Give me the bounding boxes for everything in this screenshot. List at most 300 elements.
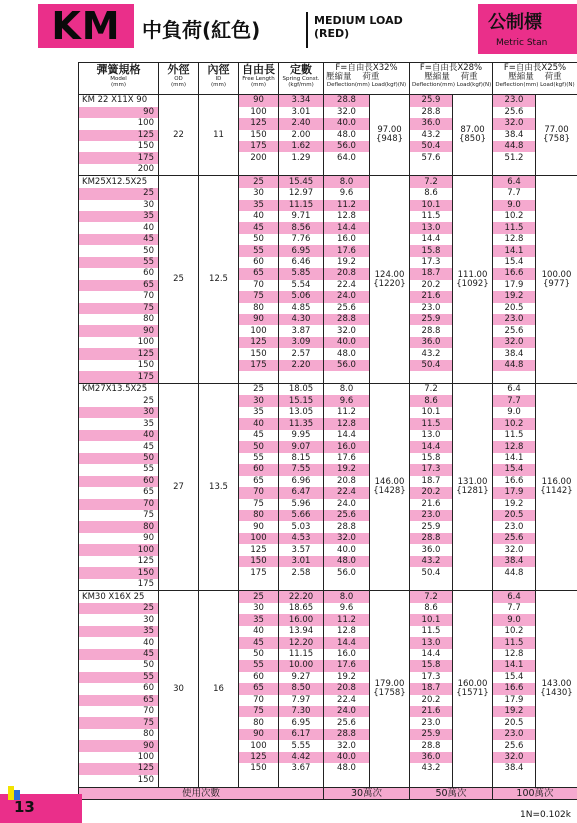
table-row	[79, 706, 577, 717]
load-25	[536, 95, 577, 176]
id-value: 12.5	[199, 176, 239, 383]
spring-const-cell: 3.01	[279, 556, 324, 567]
table-row	[79, 729, 577, 740]
usage-label: 使用次數	[79, 788, 324, 800]
load-32-n: {1220}	[373, 278, 406, 289]
length-label: 50	[79, 245, 159, 256]
deflection-25-cell: 7.7	[493, 188, 536, 199]
table-row	[79, 303, 577, 314]
free-length-cell: 35	[239, 407, 279, 418]
load-25	[536, 176, 577, 383]
length-label: 150	[79, 360, 159, 371]
deflection-28-cell: 17.3	[410, 257, 453, 268]
deflection-28-cell	[410, 371, 453, 383]
spring-const-cell: 3.57	[279, 544, 324, 555]
spring-const-cell: 18.65	[279, 603, 324, 614]
table-row	[79, 763, 577, 774]
free-length-cell: 125	[239, 752, 279, 763]
deflection-28-cell: 43.2	[410, 130, 453, 141]
deflection-28-cell: 36.0	[410, 752, 453, 763]
free-length-cell: 90	[239, 521, 279, 532]
table-row	[79, 544, 577, 555]
length-label: 80	[79, 314, 159, 325]
deflection-25-cell: 19.2	[493, 291, 536, 302]
load-28-n: {1281}	[456, 486, 489, 497]
spring-const-cell: 16.00	[279, 614, 324, 625]
table-row	[79, 407, 577, 418]
length-label: 70	[79, 706, 159, 717]
model-name: KM 22 X11X 90	[79, 95, 159, 107]
length-label: 70	[79, 499, 159, 510]
load-32-kgf: 97.00	[377, 125, 402, 136]
deflection-28-cell: 8.6	[410, 395, 453, 406]
deflection-32-cell: 56.0	[324, 567, 370, 578]
free-length-cell: 60	[239, 464, 279, 475]
deflection-28-cell: 43.2	[410, 348, 453, 359]
deflection-32-cell	[324, 164, 370, 176]
table-row	[79, 660, 577, 671]
length-label: 75	[79, 510, 159, 521]
length-label: 125	[79, 130, 159, 141]
deflection-28-cell: 11.5	[410, 211, 453, 222]
spring-const-cell: 22.20	[279, 591, 324, 603]
length-label: 25	[79, 188, 159, 199]
deflection-25-cell: 38.4	[493, 348, 536, 359]
free-length-cell	[239, 775, 279, 788]
spring-const-cell: 7.30	[279, 706, 324, 717]
load-32	[370, 591, 410, 788]
deflection-32-cell: 8.0	[324, 383, 370, 395]
spring-const-cell: 8.15	[279, 453, 324, 464]
length-label: 150	[79, 567, 159, 578]
deflection-28-cell: 15.8	[410, 453, 453, 464]
free-length-cell: 45	[239, 430, 279, 441]
deflection-25-cell: 15.4	[493, 257, 536, 268]
spring-const-cell: 4.30	[279, 314, 324, 325]
table-header	[79, 63, 577, 95]
table-row	[79, 395, 577, 406]
free-length-cell: 125	[239, 337, 279, 348]
spring-const-cell: 4.42	[279, 752, 324, 763]
table-row	[79, 371, 577, 383]
spring-const-cell: 2.57	[279, 348, 324, 359]
length-label: 100	[79, 337, 159, 348]
spring-const-cell: 2.20	[279, 360, 324, 371]
free-length-cell: 90	[239, 95, 279, 107]
free-length-cell: 70	[239, 695, 279, 706]
spring-const-cell: 13.94	[279, 626, 324, 637]
deflection-32-cell: 40.0	[324, 118, 370, 129]
table-row	[79, 211, 577, 222]
free-length-cell: 30	[239, 188, 279, 199]
table-row	[79, 464, 577, 475]
deflection-28-cell: 23.0	[410, 717, 453, 728]
load-25	[536, 383, 577, 590]
load-25-n: {1142}	[540, 486, 573, 497]
deflection-28-cell: 36.0	[410, 118, 453, 129]
page-title-en	[314, 14, 403, 40]
free-length-cell: 90	[239, 314, 279, 325]
deflection-25-cell: 12.8	[493, 649, 536, 660]
deflection-28-cell: 21.6	[410, 291, 453, 302]
table-row	[79, 222, 577, 233]
deflection-32-cell: 48.0	[324, 556, 370, 567]
deflection-25-cell: 14.1	[493, 660, 536, 671]
group-title-row	[79, 383, 577, 395]
table-row	[79, 499, 577, 510]
free-length-cell: 60	[239, 672, 279, 683]
spring-const-cell: 15.45	[279, 176, 324, 188]
deflection-25-cell: 6.4	[493, 176, 536, 188]
length-label: 100	[79, 118, 159, 129]
spring-const-cell: 1.62	[279, 141, 324, 152]
deflection-32-cell: 24.0	[324, 291, 370, 302]
deflection-32-cell: 8.0	[324, 176, 370, 188]
free-length-cell: 70	[239, 487, 279, 498]
col-group-28: F=自由長X28% 壓縮量 荷重 Deflection(mm) Load(kgf)(N)	[410, 63, 493, 95]
table-row	[79, 567, 577, 578]
free-length-cell: 30	[239, 395, 279, 406]
free-length-cell: 175	[239, 360, 279, 371]
load-25-kgf: 116.00	[541, 477, 572, 488]
deflection-25-cell: 25.6	[493, 533, 536, 544]
deflection-28-cell: 10.1	[410, 614, 453, 625]
deflection-25-cell	[493, 164, 536, 176]
free-length-cell: 40	[239, 418, 279, 429]
free-length-cell: 55	[239, 245, 279, 256]
deflection-32-cell: 12.8	[324, 418, 370, 429]
spring-const-cell: 5.54	[279, 280, 324, 291]
spring-const-cell: 9.95	[279, 430, 324, 441]
length-label: 90	[79, 533, 159, 544]
length-label: 80	[79, 729, 159, 740]
deflection-32-cell: 48.0	[324, 763, 370, 774]
deflection-25-cell: 44.8	[493, 360, 536, 371]
deflection-28-cell: 21.6	[410, 706, 453, 717]
deflection-28-cell: 8.6	[410, 603, 453, 614]
deflection-32-cell: 16.0	[324, 234, 370, 245]
deflection-32-cell: 14.4	[324, 430, 370, 441]
length-label: 125	[79, 556, 159, 567]
load-25-kgf: 100.00	[541, 269, 572, 280]
load-25-n: {758}	[542, 134, 571, 145]
deflection-28-cell: 28.8	[410, 533, 453, 544]
length-label: 150	[79, 141, 159, 152]
deflection-25-cell: 17.9	[493, 695, 536, 706]
deflection-25-cell: 38.4	[493, 763, 536, 774]
deflection-28-cell	[410, 775, 453, 788]
spring-const-cell: 6.46	[279, 257, 324, 268]
deflection-25-cell: 7.7	[493, 603, 536, 614]
free-length-cell: 200	[239, 152, 279, 163]
deflection-32-cell: 56.0	[324, 360, 370, 371]
deflection-28-cell: 17.3	[410, 672, 453, 683]
table-row	[79, 441, 577, 452]
spring-const-cell: 1.29	[279, 152, 324, 163]
free-length-cell: 50	[239, 234, 279, 245]
page-number: 13	[14, 798, 35, 816]
length-label: 125	[79, 348, 159, 359]
free-length-cell: 100	[239, 107, 279, 118]
free-length-cell	[239, 371, 279, 383]
deflection-32-cell: 11.2	[324, 200, 370, 211]
table-row	[79, 107, 577, 118]
title-en-line1: MEDIUM LOAD	[314, 14, 403, 27]
deflection-32-cell: 40.0	[324, 544, 370, 555]
deflection-25-cell: 16.6	[493, 683, 536, 694]
table-row	[79, 245, 577, 256]
deflection-25-cell: 23.0	[493, 521, 536, 532]
spring-const-cell: 8.56	[279, 222, 324, 233]
length-label: 40	[79, 637, 159, 648]
length-label: 35	[79, 418, 159, 429]
table-row	[79, 637, 577, 648]
deflection-25-cell: 14.1	[493, 453, 536, 464]
deflection-25-cell: 32.0	[493, 337, 536, 348]
deflection-28-cell: 11.5	[410, 418, 453, 429]
id-value: 11	[199, 95, 239, 176]
model-name: KM27X13.5X25	[79, 383, 159, 395]
deflection-28-cell: 20.2	[410, 280, 453, 291]
spring-const-cell: 6.17	[279, 729, 324, 740]
spring-const-cell: 5.85	[279, 268, 324, 279]
length-label: 45	[79, 441, 159, 452]
spring-const-cell: 5.06	[279, 291, 324, 302]
spring-const-cell: 9.71	[279, 211, 324, 222]
table-row	[79, 141, 577, 152]
deflection-28-cell: 14.4	[410, 441, 453, 452]
table-row	[79, 325, 577, 336]
spring-const-cell: 3.34	[279, 95, 324, 107]
spring-const-cell: 3.01	[279, 107, 324, 118]
table-row	[79, 626, 577, 637]
load-28	[453, 176, 493, 383]
col-free-length: 自由長 Free Length (mm)	[239, 63, 279, 95]
deflection-28-cell: 50.4	[410, 360, 453, 371]
deflection-25-cell: 12.8	[493, 234, 536, 245]
free-length-cell: 45	[239, 637, 279, 648]
deflection-28-cell: 14.4	[410, 234, 453, 245]
header-divider	[306, 12, 308, 48]
load-32	[370, 176, 410, 383]
model-name: KM25X12.5X25	[79, 176, 159, 188]
free-length-cell: 175	[239, 141, 279, 152]
table-row	[79, 695, 577, 706]
deflection-32-cell: 17.6	[324, 245, 370, 256]
deflection-25-cell: 38.4	[493, 130, 536, 141]
load-28-kgf: 131.00	[457, 477, 488, 488]
deflection-25-cell: 25.6	[493, 325, 536, 336]
load-28-n: {1571}	[456, 688, 489, 699]
table-row	[79, 740, 577, 751]
deflection-32-cell: 28.8	[324, 314, 370, 325]
table-row	[79, 337, 577, 348]
free-length-cell: 50	[239, 649, 279, 660]
deflection-32-cell: 20.8	[324, 683, 370, 694]
table-row	[79, 683, 577, 694]
spring-const-cell: 7.97	[279, 695, 324, 706]
table-row	[79, 453, 577, 464]
table-row	[79, 556, 577, 567]
usage-25: 100萬次	[493, 788, 577, 800]
spring-const-cell	[279, 371, 324, 383]
spring-const-cell: 12.97	[279, 188, 324, 199]
deflection-32-cell: 14.4	[324, 222, 370, 233]
spring-const-cell: 3.67	[279, 763, 324, 774]
metric-tab-cn: 公制標	[488, 12, 542, 33]
load-28	[453, 383, 493, 590]
length-label: 75	[79, 303, 159, 314]
deflection-28-cell: 43.2	[410, 763, 453, 774]
deflection-28-cell: 25.9	[410, 521, 453, 532]
load-32-n: {948}	[375, 134, 404, 145]
deflection-32-cell: 9.6	[324, 603, 370, 614]
deflection-28-cell: 50.4	[410, 141, 453, 152]
deflection-32-cell: 11.2	[324, 614, 370, 625]
deflection-32-cell: 32.0	[324, 740, 370, 751]
table-row	[79, 200, 577, 211]
deflection-25-cell: 9.0	[493, 614, 536, 625]
load-28-n: {1092}	[456, 278, 489, 289]
deflection-32-cell: 19.2	[324, 672, 370, 683]
deflection-28-cell: 28.8	[410, 107, 453, 118]
free-length-cell: 150	[239, 130, 279, 141]
deflection-32-cell: 12.8	[324, 211, 370, 222]
length-label: 60	[79, 476, 159, 487]
length-label: 175	[79, 152, 159, 163]
free-length-cell: 90	[239, 729, 279, 740]
length-label: 65	[79, 695, 159, 706]
deflection-28-cell: 13.0	[410, 222, 453, 233]
deflection-28-cell: 20.2	[410, 695, 453, 706]
table-row	[79, 775, 577, 788]
usage-32: 30萬次	[324, 788, 410, 800]
deflection-32-cell: 48.0	[324, 130, 370, 141]
deflection-28-cell: 7.2	[410, 591, 453, 603]
deflection-28-cell: 10.1	[410, 407, 453, 418]
table-row	[79, 257, 577, 268]
load-28-kgf: 111.00	[457, 269, 488, 280]
table-row	[79, 291, 577, 302]
deflection-32-cell: 25.6	[324, 303, 370, 314]
spring-spec-table	[78, 62, 577, 800]
spring-const-cell: 6.95	[279, 245, 324, 256]
table-row	[79, 717, 577, 728]
length-label: 55	[79, 672, 159, 683]
id-value: 13.5	[199, 383, 239, 590]
spring-const-cell: 5.03	[279, 521, 324, 532]
spring-const-cell: 7.76	[279, 234, 324, 245]
spring-const-cell: 13.05	[279, 407, 324, 418]
deflection-28-cell: 25.9	[410, 729, 453, 740]
deflection-32-cell	[324, 579, 370, 591]
free-length-cell: 80	[239, 717, 279, 728]
deflection-32-cell: 28.8	[324, 521, 370, 532]
spring-const-cell: 5.55	[279, 740, 324, 751]
table-row	[79, 234, 577, 245]
deflection-28-cell: 18.7	[410, 683, 453, 694]
length-label: 30	[79, 200, 159, 211]
table-row	[79, 118, 577, 129]
load-32-n: {1428}	[373, 486, 406, 497]
spring-const-cell: 6.96	[279, 476, 324, 487]
deflection-25-cell: 9.0	[493, 200, 536, 211]
free-length-cell: 125	[239, 544, 279, 555]
spring-const-cell: 5.66	[279, 510, 324, 521]
spring-const-cell: 11.15	[279, 649, 324, 660]
load-32-kgf: 179.00	[374, 679, 405, 690]
deflection-25-cell: 11.5	[493, 430, 536, 441]
deflection-25-cell: 11.5	[493, 637, 536, 648]
free-length-cell: 65	[239, 476, 279, 487]
deflection-32-cell: 12.8	[324, 626, 370, 637]
length-label: 80	[79, 521, 159, 532]
length-label: 45	[79, 234, 159, 245]
load-25-kgf: 77.00	[544, 125, 569, 136]
spring-const-cell: 3.09	[279, 337, 324, 348]
deflection-28-cell: 50.4	[410, 567, 453, 578]
length-label: 60	[79, 268, 159, 279]
free-length-cell: 65	[239, 268, 279, 279]
deflection-32-cell: 40.0	[324, 752, 370, 763]
deflection-28-cell	[410, 164, 453, 176]
deflection-28-cell: 10.1	[410, 200, 453, 211]
deflection-25-cell: 25.6	[493, 107, 536, 118]
load-28-n: {850}	[458, 134, 487, 145]
length-label: 75	[79, 717, 159, 728]
spring-const-cell: 12.20	[279, 637, 324, 648]
table-row	[79, 152, 577, 163]
free-length-cell: 25	[239, 591, 279, 603]
load-25-n: {1430}	[540, 688, 573, 699]
free-length-cell: 80	[239, 510, 279, 521]
deflection-28-cell: 20.2	[410, 487, 453, 498]
deflection-25-cell	[493, 371, 536, 383]
col-id: 內徑 ID (mm)	[199, 63, 239, 95]
length-label: 55	[79, 464, 159, 475]
spring-const-cell	[279, 579, 324, 591]
deflection-28-cell: 14.4	[410, 649, 453, 660]
col-od: 外徑 OD (mm)	[159, 63, 199, 95]
deflection-25-cell: 16.6	[493, 476, 536, 487]
load-28	[453, 591, 493, 788]
table-row	[79, 130, 577, 141]
length-label: 100	[79, 752, 159, 763]
free-length-cell: 65	[239, 683, 279, 694]
length-label: 90	[79, 740, 159, 751]
col-group-32: F=自由長X32% 壓縮量 荷重 Deflection(mm) Load(kgf)(N)	[324, 63, 410, 95]
deflection-32-cell: 32.0	[324, 107, 370, 118]
table-row	[79, 268, 577, 279]
deflection-32-cell: 17.6	[324, 660, 370, 671]
spring-const-cell: 2.40	[279, 118, 324, 129]
deflection-32-cell: 24.0	[324, 706, 370, 717]
deflection-32-cell: 16.0	[324, 649, 370, 660]
free-length-cell: 150	[239, 763, 279, 774]
spring-const-cell: 4.85	[279, 303, 324, 314]
deflection-32-cell: 9.6	[324, 395, 370, 406]
load-32-kgf: 124.00	[374, 269, 405, 280]
free-length-cell: 70	[239, 280, 279, 291]
deflection-32-cell: 24.0	[324, 499, 370, 510]
group-title-row	[79, 176, 577, 188]
deflection-32-cell: 64.0	[324, 152, 370, 163]
spring-const-cell: 11.35	[279, 418, 324, 429]
deflection-28-cell: 15.8	[410, 660, 453, 671]
deflection-28-cell: 13.0	[410, 430, 453, 441]
deflection-32-cell: 48.0	[324, 348, 370, 359]
deflection-25-cell: 20.5	[493, 303, 536, 314]
